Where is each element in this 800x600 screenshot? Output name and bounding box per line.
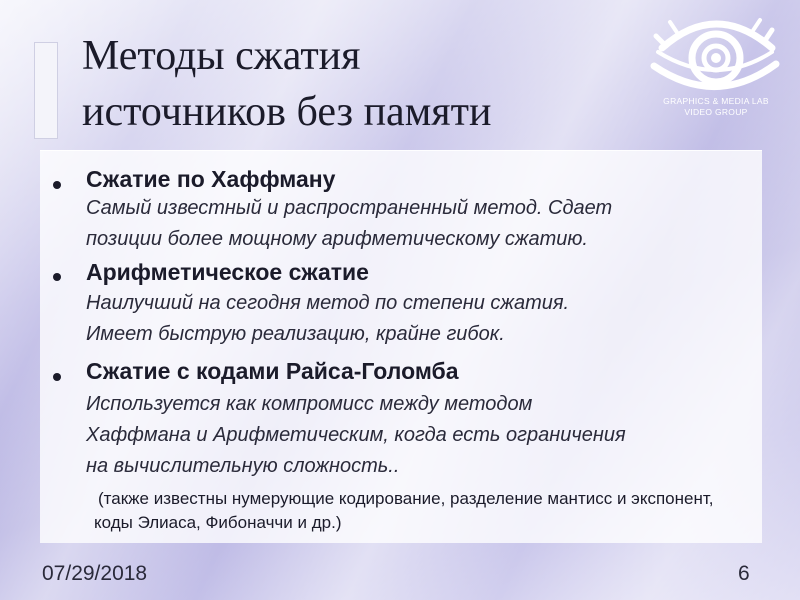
item-heading: Сжатие по Хаффману bbox=[86, 166, 336, 192]
bullet-icon bbox=[53, 181, 61, 189]
title-line-1: Методы сжатия bbox=[82, 33, 361, 79]
decorative-bar bbox=[34, 42, 58, 139]
page-number: 6 bbox=[738, 562, 750, 585]
item-heading: Сжатие с кодами Райса-Голомба bbox=[86, 358, 459, 384]
content-panel bbox=[40, 150, 762, 543]
item-description: Наилучший на сегодня метод по степени сжатия. Имеет быструю реализацию, крайне гибок. bbox=[86, 292, 570, 345]
item-heading: Арифметическое сжатие bbox=[86, 259, 369, 285]
title-line-2: источников без памяти bbox=[82, 89, 492, 135]
logo-caption-line-2: VIDEO GROUP bbox=[684, 107, 748, 117]
item-description: Используется как компромисс между методом Хаффмана и Арифметическим, когда есть ограничения на вычислительную сложность.. bbox=[86, 393, 626, 477]
logo-caption bbox=[648, 96, 784, 118]
slide-title bbox=[82, 28, 642, 140]
logo-caption-line-1: GRAPHICS & MEDIA LAB bbox=[663, 96, 769, 106]
bullet-icon bbox=[53, 273, 61, 281]
item-description: Самый известный и распространенный метод. Сдает позиции более мощному арифметическому сжатию. bbox=[86, 197, 613, 250]
footer-date: 07/29/2018 bbox=[42, 562, 148, 585]
bullet-icon bbox=[53, 373, 61, 381]
additional-note: (также известны нумерующие кодирование, разделение мантисс и экспонент, коды Элиаса, Фибоначчи и др.) bbox=[94, 489, 714, 532]
